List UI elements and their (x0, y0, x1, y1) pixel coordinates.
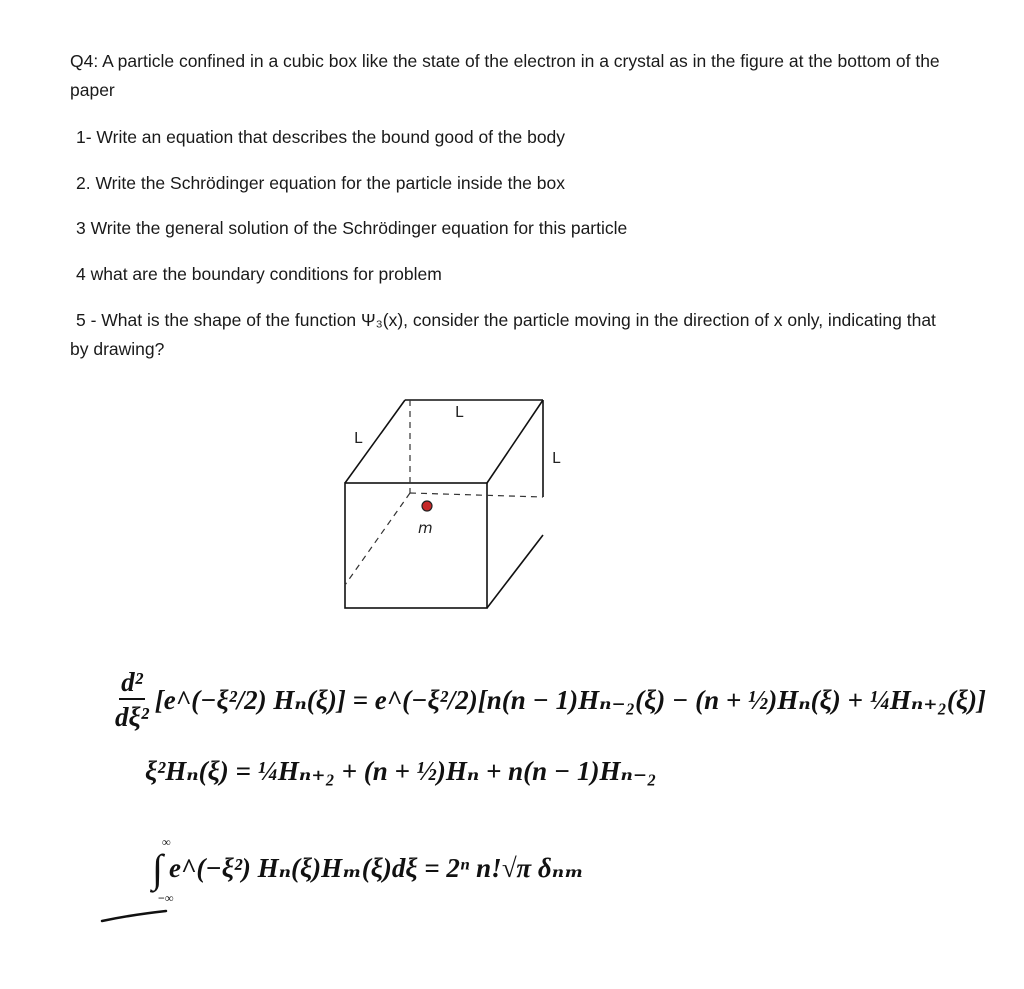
derivative-fraction (115, 666, 149, 734)
equation-hermite-orthogonality (152, 834, 584, 905)
cubic-box-figure (330, 385, 590, 610)
particle-mass-label: m (418, 519, 433, 537)
pen-stroke-mark (100, 905, 170, 925)
question-item-5 (70, 306, 950, 364)
particle-dot (422, 501, 432, 511)
box-front-face (345, 483, 487, 608)
upper-limit: ∞ (162, 834, 171, 849)
equation-hermite-derivative (115, 660, 986, 740)
equation-3-body: e^(−ξ²) Hₙ(ξ)Hₘ(ξ)dξ = 2ⁿ n!√π δₙₘ (168, 852, 584, 883)
question-item-2: 2. Write the Schrödinger equation for the particle inside the box (76, 173, 565, 193)
integral-sign: ∫ ∞ −∞ (152, 834, 174, 905)
fraction-numerator: d² (119, 666, 145, 700)
equation-1-body: [e^(−ξ²/2) Hₙ(ξ)] = e^(−ξ²/2)[n(n − 1)Hₙ₋₂(ξ) − (n + ½)Hₙ(ξ) + ¼Hₙ₊₂(ξ)] (154, 684, 986, 715)
question-item-5-text: 5 - What is the shape of the function Ψ₃(x), consider the particle moving in the direction of x only, indicating that by drawing? (70, 310, 936, 359)
lower-limit: −∞ (158, 890, 174, 905)
question-item-1: 1- Write an equation that describes the bound good of the body (76, 127, 566, 147)
label-top-l: L (455, 403, 464, 421)
fraction-denominator: dξ² (115, 702, 149, 732)
label-left-l: L (354, 429, 363, 447)
question-intro: Q4: A particle confined in a cubic box like the state of the electron in a crystal as in the figure at the bottom of the paper (70, 51, 940, 100)
label-right-l: L (552, 449, 561, 467)
equation-hermite-recurrence: ξ²Hₙ(ξ) = ¼Hₙ₊₂ + (n + ½)Hₙ + n(n − 1)Hₙ₋₂ (145, 756, 657, 786)
question-item-3: 3 Write the general solution of the Schrödinger equation for this particle (76, 218, 628, 238)
question-item-4: 4 what are the boundary conditions for problem (76, 264, 442, 284)
